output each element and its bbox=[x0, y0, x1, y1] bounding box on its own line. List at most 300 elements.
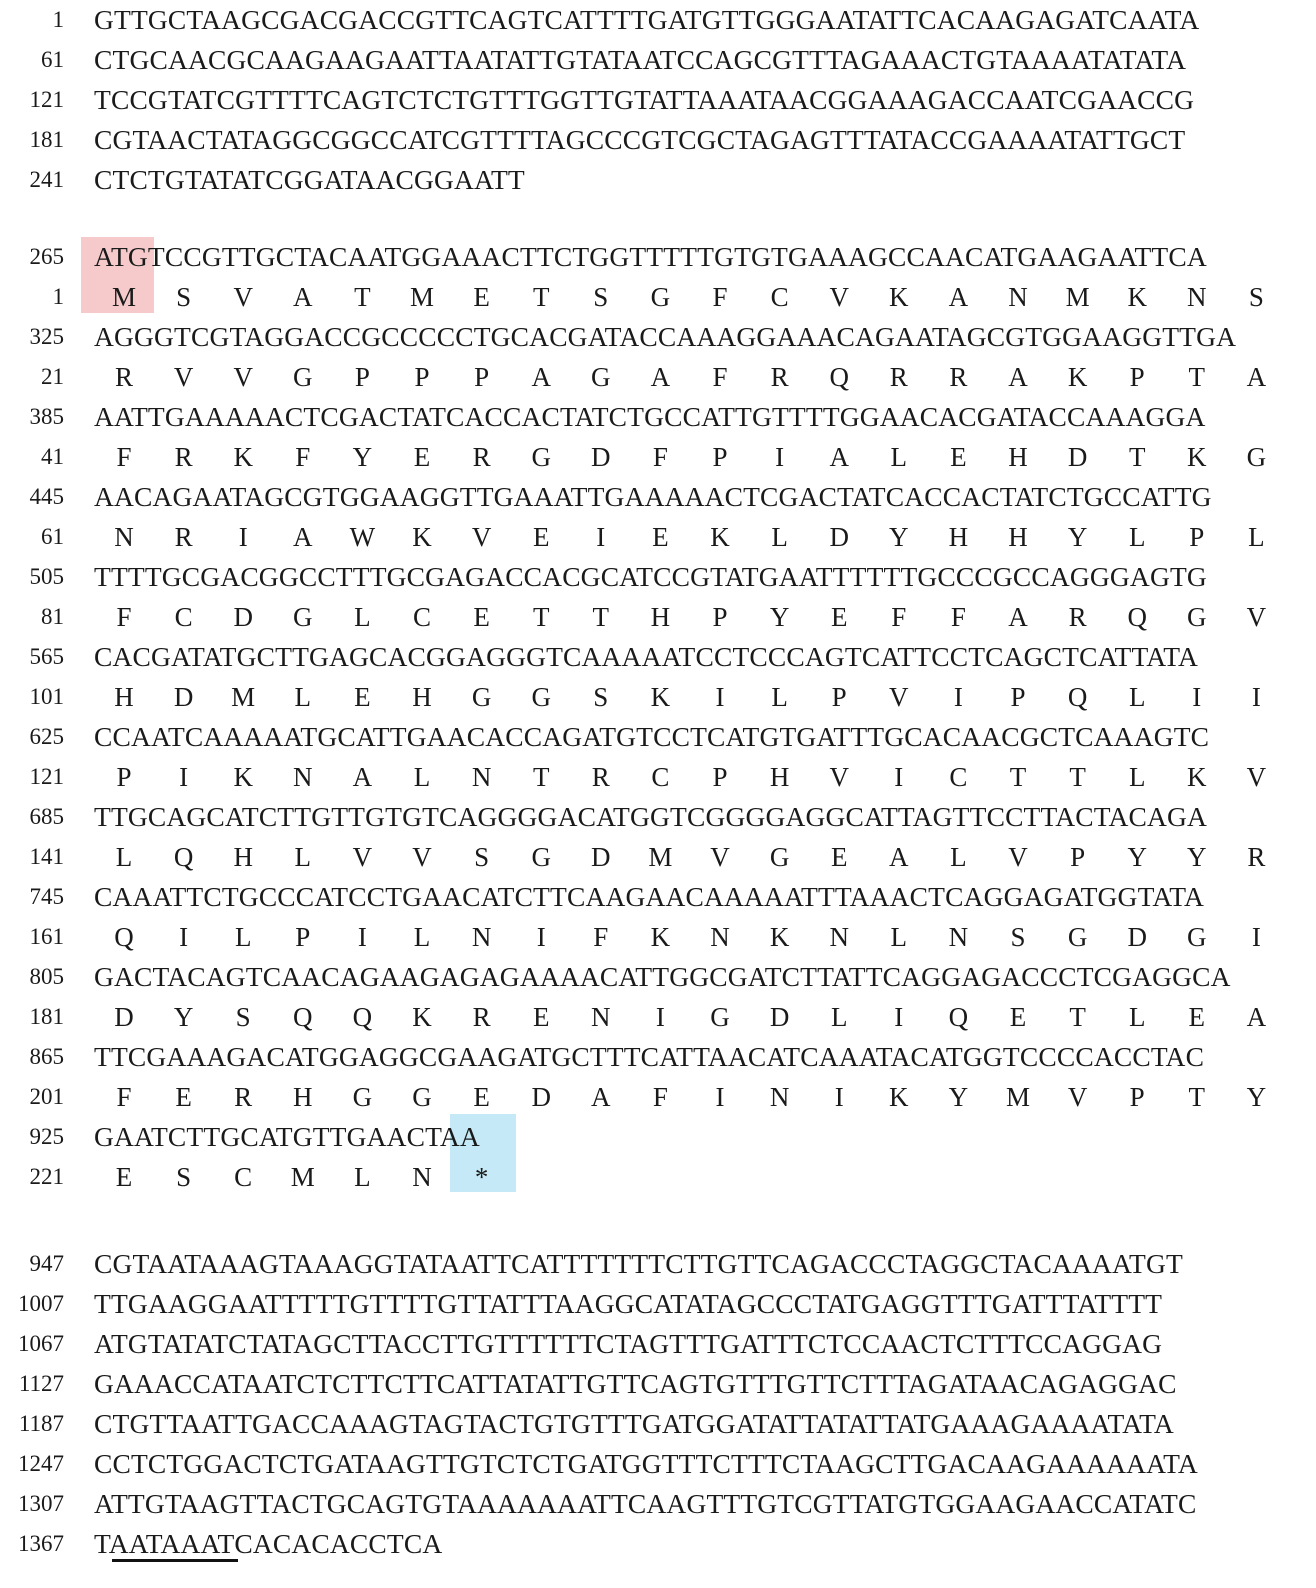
amino-acid: M bbox=[1065, 282, 1090, 312]
amino-acid: H bbox=[1008, 442, 1028, 472]
nucleotide-sequence: TTTTGCGACGGCCTTTGCGAGACCACGCATCCGTATGAATTTTTTGCCCGCCAGGGAGTG bbox=[94, 561, 1207, 592]
nucleotide-row bbox=[0, 477, 1316, 517]
amino-acid: I bbox=[655, 1002, 665, 1032]
amino-acid: V bbox=[233, 362, 253, 392]
amino-acid: Q bbox=[1127, 602, 1147, 632]
amino-acid: I bbox=[775, 442, 785, 472]
amino-acid-row bbox=[0, 357, 1316, 397]
amino-acid: V bbox=[710, 842, 730, 872]
amino-acid: A bbox=[829, 442, 849, 472]
amino-acid: V bbox=[412, 842, 432, 872]
amino-acid: F bbox=[652, 442, 668, 472]
line-number: 121 bbox=[29, 764, 64, 789]
amino-acid: G bbox=[531, 842, 551, 872]
nucleotide-sequence: AATTGAAAAACTCGACTATCACCACTATCTGCCATTGTTTTGGAACACGATACCAAAGGA bbox=[94, 401, 1206, 432]
line-number: 505 bbox=[29, 564, 64, 589]
amino-acid: C bbox=[770, 282, 789, 312]
amino-acid: V bbox=[1067, 1082, 1088, 1112]
amino-acid: E bbox=[1009, 1002, 1027, 1032]
amino-acid: H bbox=[114, 682, 134, 712]
downstream-row bbox=[0, 1404, 1316, 1444]
amino-acid: F bbox=[116, 442, 132, 472]
nucleotide-sequence: GAATCTTGCATGTTGAACTAA bbox=[94, 1121, 480, 1152]
amino-acid: S bbox=[176, 282, 192, 312]
amino-acid: R bbox=[114, 362, 133, 392]
amino-acid: D bbox=[829, 522, 849, 552]
amino-acid: R bbox=[472, 1002, 491, 1032]
amino-acid: T bbox=[1009, 762, 1027, 792]
amino-acid: G bbox=[531, 442, 551, 472]
amino-acid: A bbox=[889, 842, 909, 872]
amino-acid: I bbox=[715, 1082, 725, 1112]
amino-acid: V bbox=[352, 842, 373, 872]
amino-acid: G bbox=[1246, 442, 1267, 472]
amino-acid: L bbox=[1128, 682, 1146, 712]
upstream-row bbox=[0, 120, 1316, 160]
amino-acid: G bbox=[293, 602, 313, 632]
amino-acid: A bbox=[948, 282, 969, 312]
amino-acid: I bbox=[1192, 682, 1202, 712]
amino-acid: L bbox=[1128, 1002, 1146, 1032]
amino-acid: P bbox=[712, 762, 728, 792]
amino-acid: R bbox=[174, 442, 193, 472]
line-number: 1 bbox=[52, 284, 64, 309]
amino-acid: D bbox=[591, 842, 611, 872]
amino-acid: F bbox=[712, 362, 728, 392]
downstream-row bbox=[0, 1324, 1316, 1364]
amino-acid-row bbox=[0, 517, 1316, 557]
amino-acid: D bbox=[233, 602, 253, 632]
amino-acid: I bbox=[179, 922, 189, 952]
amino-acid-sequence bbox=[94, 917, 1294, 957]
amino-acid: M bbox=[111, 282, 136, 312]
amino-acid: Q bbox=[114, 922, 134, 952]
amino-acid: P bbox=[1129, 1082, 1145, 1112]
amino-acid: A bbox=[1008, 602, 1028, 632]
line-number: 625 bbox=[29, 724, 64, 749]
amino-acid: Y bbox=[173, 1002, 194, 1032]
amino-acid: Q bbox=[1067, 682, 1088, 712]
amino-acid: I bbox=[953, 682, 963, 712]
amino-acid: T bbox=[354, 282, 371, 312]
amino-acid: A bbox=[352, 762, 373, 792]
nucleotide-sequence: CAAATTCTGCCCATCCTGAACATCTTCAAGAACAAAAATTTAAACTCAGGAGATGGTATA bbox=[94, 881, 1205, 912]
line-number: 445 bbox=[29, 484, 64, 509]
amino-acid: C bbox=[412, 602, 431, 632]
amino-acid: V bbox=[471, 522, 492, 552]
nucleotide-sequence: ATGTATATCTATAGCTTACCTTGTTTTTTCTAGTTTGATTTCTCCAACTCTTTCCAGGAG bbox=[94, 1328, 1163, 1359]
amino-acid: Y bbox=[1246, 1082, 1267, 1112]
line-number: 61 bbox=[41, 47, 64, 72]
amino-acid: M bbox=[290, 1162, 315, 1192]
nucleotide-row bbox=[0, 317, 1316, 357]
nucleotide-sequence: ATGTCCGTTGCTACAATGGAAACTTCTGGTTTTTGTGTGAAAGCCAACATGAAGAATTCA bbox=[94, 241, 1207, 272]
amino-acid: Y bbox=[1067, 522, 1088, 552]
line-number: 121 bbox=[29, 87, 64, 112]
nucleotide-row bbox=[0, 877, 1316, 917]
amino-acid: K bbox=[650, 682, 671, 712]
amino-acid: R bbox=[472, 442, 491, 472]
amino-acid: L bbox=[950, 842, 967, 872]
amino-acid: P bbox=[712, 602, 728, 632]
amino-acid: D bbox=[591, 442, 611, 472]
amino-acid: S bbox=[176, 1162, 192, 1192]
amino-acid: T bbox=[532, 282, 550, 312]
amino-acid: A bbox=[650, 362, 671, 392]
upstream-row bbox=[0, 0, 1316, 40]
amino-acid: V bbox=[1246, 762, 1267, 792]
line-number: 181 bbox=[29, 127, 64, 152]
line-number: 81 bbox=[41, 604, 64, 629]
amino-acid: S bbox=[235, 1002, 251, 1032]
nucleotide-sequence: GTTGCTAAGCGACGACCGTTCAGTCATTTTGATGTTGGGAATATTCACAAGAGATCAATA bbox=[94, 4, 1200, 35]
nucleotide-sequence: CCTCTGGACTCTGATAAGTTGTCTCTGATGGTTTCTTTCTAAGCTTGACAAGAAAAAATA bbox=[94, 1448, 1198, 1479]
amino-acid-row bbox=[0, 1157, 1316, 1197]
amino-acid-row bbox=[0, 997, 1316, 1037]
line-number: 161 bbox=[29, 924, 64, 949]
amino-acid: A bbox=[293, 522, 313, 552]
amino-acid-sequence bbox=[94, 677, 1294, 717]
line-number: 1127 bbox=[18, 1371, 64, 1396]
amino-acid-sequence bbox=[94, 597, 1294, 637]
amino-acid-row bbox=[0, 677, 1316, 717]
amino-acid: H bbox=[293, 1082, 313, 1112]
amino-acid-row bbox=[0, 837, 1316, 877]
amino-acid: T bbox=[532, 762, 550, 792]
amino-acid: K bbox=[889, 1082, 909, 1112]
amino-acid: E bbox=[354, 682, 371, 712]
amino-acid: G bbox=[471, 682, 492, 712]
amino-acid: Y bbox=[769, 602, 790, 632]
amino-acid: L bbox=[1128, 762, 1146, 792]
amino-acid: R bbox=[234, 1082, 253, 1112]
nucleotide-row bbox=[0, 637, 1316, 677]
amino-acid: K bbox=[412, 1002, 432, 1032]
amino-acid: K bbox=[1127, 282, 1147, 312]
amino-acid: I bbox=[536, 922, 546, 952]
amino-acid: D bbox=[1127, 922, 1147, 952]
amino-acid: N bbox=[829, 922, 849, 952]
amino-acid: F bbox=[295, 442, 311, 472]
amino-acid: D bbox=[173, 682, 194, 712]
amino-acid: Q bbox=[293, 1002, 313, 1032]
line-number: 1067 bbox=[18, 1331, 64, 1356]
amino-acid: G bbox=[1187, 602, 1207, 632]
amino-acid: V bbox=[829, 282, 849, 312]
amino-acid: P bbox=[116, 762, 132, 792]
amino-acid: F bbox=[891, 602, 907, 632]
amino-acid: P bbox=[1010, 682, 1026, 712]
amino-acid: K bbox=[650, 922, 671, 952]
amino-acid: Q bbox=[173, 842, 194, 872]
amino-acid: R bbox=[591, 762, 610, 792]
amino-acid: L bbox=[771, 522, 788, 552]
amino-acid: I bbox=[179, 762, 189, 792]
amino-acid: N bbox=[769, 1082, 790, 1112]
amino-acid: R bbox=[949, 362, 968, 392]
amino-acid: E bbox=[532, 1002, 550, 1032]
amino-acid: F bbox=[950, 602, 966, 632]
nucleotide-sequence: CCAATCAAAAATGCATTGAACACCAGATGTCCTCATGTGATTTGCACAACGCTCAAAGTC bbox=[94, 721, 1210, 752]
amino-acid: S bbox=[593, 282, 609, 312]
nucleotide-sequence: ATTGTAAGTTACTGCAGTGTAAAAAAATTCAAGTTTGTCGTTATGTGGAAGAACCATATC bbox=[94, 1488, 1197, 1519]
amino-acid: K bbox=[233, 442, 253, 472]
amino-acid-sequence bbox=[94, 437, 1294, 477]
amino-acid: Q bbox=[352, 1002, 373, 1032]
amino-acid: G bbox=[769, 842, 790, 872]
amino-acid: Q bbox=[948, 1002, 969, 1032]
amino-acid: S bbox=[593, 682, 609, 712]
downstream-row bbox=[0, 1364, 1316, 1404]
amino-acid: P bbox=[354, 362, 370, 392]
amino-acid: L bbox=[413, 762, 431, 792]
nucleotide-row bbox=[0, 237, 1316, 277]
amino-acid: P bbox=[1070, 842, 1086, 872]
line-number: 141 bbox=[29, 844, 64, 869]
amino-acid: T bbox=[532, 602, 550, 632]
amino-acid: R bbox=[1068, 602, 1087, 632]
amino-acid: G bbox=[1067, 922, 1088, 952]
amino-acid: E bbox=[950, 442, 967, 472]
amino-acid: R bbox=[1247, 842, 1266, 872]
amino-acid: E bbox=[532, 522, 550, 552]
amino-acid: E bbox=[175, 1082, 192, 1112]
nucleotide-sequence: AGGGTCGTAGGACCGCCCCCTGCACGATACCAAAGGAAACAGAATAGCGTGGAAGGTTGA bbox=[94, 321, 1237, 352]
amino-acid: L bbox=[354, 602, 371, 632]
amino-acid: Y bbox=[352, 442, 373, 472]
amino-acid: N bbox=[293, 762, 313, 792]
amino-acid: G bbox=[1187, 922, 1207, 952]
amino-acid: S bbox=[474, 842, 490, 872]
amino-acid: G bbox=[591, 362, 611, 392]
nucleotide-sequence: TCCGTATCGTTTTCAGTCTCTGTTTGGTTGTATTAAATAACGGAAAGACCAATCGAACCG bbox=[94, 84, 1195, 115]
nucleotide-sequence: TTGAAGGAATTTTTGTTTTGTTATTTAAGGCATATAGCCCTATGAGGTTTGATTTATTTT bbox=[94, 1288, 1163, 1319]
amino-acid: C bbox=[234, 1162, 253, 1192]
amino-acid: E bbox=[473, 1082, 490, 1112]
amino-acid: E bbox=[830, 602, 848, 632]
amino-acid: R bbox=[174, 522, 193, 552]
amino-acid: G bbox=[352, 1082, 373, 1112]
line-number: 101 bbox=[29, 684, 64, 709]
amino-acid: S bbox=[1248, 282, 1264, 312]
amino-acid: L bbox=[354, 1162, 371, 1192]
amino-acid: A bbox=[1246, 1002, 1267, 1032]
amino-acid: I bbox=[357, 922, 367, 952]
amino-acid: V bbox=[1246, 602, 1267, 632]
amino-acid: T bbox=[1128, 442, 1146, 472]
amino-acid: C bbox=[949, 762, 968, 792]
amino-acid: G bbox=[710, 1002, 730, 1032]
amino-acid: L bbox=[115, 842, 133, 872]
amino-acid: V bbox=[233, 282, 253, 312]
amino-acid: L bbox=[294, 682, 312, 712]
amino-acid: K bbox=[769, 922, 790, 952]
amino-acid: V bbox=[889, 682, 909, 712]
line-number: 1 bbox=[52, 7, 64, 32]
amino-acid: P bbox=[474, 362, 490, 392]
amino-acid: A bbox=[1008, 362, 1028, 392]
amino-acid: D bbox=[769, 1002, 790, 1032]
nucleotide-row bbox=[0, 797, 1316, 837]
amino-acid-row bbox=[0, 597, 1316, 637]
amino-acid: L bbox=[234, 922, 252, 952]
nucleotide-sequence: AACAGAATAGCGTGGAAGGTTGAAATTGAAAAACTCGACTATCACCACTATCTGCCATTG bbox=[94, 481, 1212, 512]
amino-acid: L bbox=[1248, 522, 1265, 552]
amino-acid-row bbox=[0, 917, 1316, 957]
amino-acid: K bbox=[1067, 362, 1088, 392]
amino-acid: E bbox=[413, 442, 431, 472]
amino-acid: V bbox=[829, 762, 849, 792]
amino-acid: D bbox=[1067, 442, 1088, 472]
amino-acid: K bbox=[412, 522, 432, 552]
amino-acid: G bbox=[293, 362, 313, 392]
amino-acid: F bbox=[116, 1082, 132, 1112]
nucleotide-sequence: GACTACAGTCAACAGAAGAGAGAAAACATTGGCGATCTTATTCAGGAGACCCTCGAGGCA bbox=[94, 961, 1231, 992]
amino-acid: H bbox=[948, 522, 969, 552]
amino-acid: N bbox=[1187, 282, 1207, 312]
amino-acid: P bbox=[1129, 362, 1145, 392]
amino-acid: L bbox=[413, 922, 431, 952]
line-number: 745 bbox=[29, 884, 64, 909]
downstream-row bbox=[0, 1244, 1316, 1284]
amino-acid: G bbox=[412, 1082, 432, 1112]
nucleotide-sequence: TAATAAATCACACACCTCA bbox=[94, 1528, 443, 1559]
amino-acid: N bbox=[948, 922, 969, 952]
amino-acid: E bbox=[473, 602, 490, 632]
amino-acid: T bbox=[592, 602, 610, 632]
amino-acid: L bbox=[830, 1002, 848, 1032]
amino-acid: L bbox=[771, 682, 788, 712]
amino-acid: T bbox=[1069, 762, 1086, 792]
amino-acid: F bbox=[712, 282, 728, 312]
amino-acid-sequence bbox=[94, 277, 1294, 317]
amino-acid: A bbox=[531, 362, 551, 392]
nucleotide-row bbox=[0, 1037, 1316, 1077]
amino-acid: Y bbox=[889, 522, 909, 552]
amino-acid: C bbox=[651, 762, 670, 792]
nucleotide-row bbox=[0, 1117, 1316, 1157]
amino-acid: L bbox=[1128, 522, 1146, 552]
downstream-row bbox=[0, 1444, 1316, 1484]
amino-acid: M bbox=[1005, 1082, 1030, 1112]
amino-acid: N bbox=[471, 762, 492, 792]
amino-acid: I bbox=[1251, 682, 1261, 712]
amino-acid: P bbox=[295, 922, 311, 952]
nucleotide-row bbox=[0, 557, 1316, 597]
nucleotide-sequence: CTGCAACGCAAGAAGAATTAATATTGTATAATCCAGCGTTTAGAAACTGTAAAATATATA bbox=[94, 44, 1187, 75]
line-number: 61 bbox=[41, 524, 64, 549]
amino-acid: N bbox=[591, 1002, 611, 1032]
amino-acid: I bbox=[596, 522, 606, 552]
amino-acid-sequence bbox=[94, 837, 1294, 877]
amino-acid: E bbox=[1188, 1002, 1206, 1032]
line-number: 805 bbox=[29, 964, 64, 989]
upstream-row bbox=[0, 80, 1316, 120]
amino-acid: H bbox=[650, 602, 671, 632]
amino-acid: D bbox=[114, 1002, 134, 1032]
amino-acid: F bbox=[652, 1082, 668, 1112]
line-number: 1007 bbox=[18, 1291, 64, 1316]
amino-acid: F bbox=[593, 922, 609, 952]
amino-acid: H bbox=[1008, 522, 1028, 552]
amino-acid: N bbox=[1008, 282, 1028, 312]
nucleotide-sequence: TTCGAAAGACATGGAGGCGAAGATGCTTTCATTAACATCAAATACATGGTCCCCACCTAC bbox=[94, 1041, 1205, 1072]
amino-acid: L bbox=[294, 842, 312, 872]
nucleotide-sequence: CACGATATGCTTGAGCACGGAGGGTCAAAAATCCTCCCAGTCATTCCTCAGCTCATTATA bbox=[94, 641, 1198, 672]
nucleotide-row bbox=[0, 957, 1316, 997]
amino-acid: K bbox=[710, 522, 730, 552]
line-number: 1247 bbox=[18, 1451, 64, 1476]
line-number: 21 bbox=[41, 364, 64, 389]
amino-acid: C bbox=[174, 602, 193, 632]
amino-acid: G bbox=[650, 282, 671, 312]
amino-acid: P bbox=[712, 442, 728, 472]
line-number: 865 bbox=[29, 1044, 64, 1069]
nucleotide-sequence: GAAACCATAATCTCTTCTTCATTATATTGTTCAGTGTTTGTTCTTTAGATAACAGAGGAC bbox=[94, 1368, 1177, 1399]
amino-acid: E bbox=[652, 522, 669, 552]
amino-acid: R bbox=[889, 362, 908, 392]
amino-acid: K bbox=[1187, 762, 1207, 792]
amino-acid: F bbox=[116, 602, 132, 632]
amino-acid: L bbox=[890, 922, 908, 952]
downstream-row bbox=[0, 1524, 1316, 1564]
amino-acid-sequence bbox=[94, 1077, 1294, 1117]
amino-acid: Q bbox=[829, 362, 849, 392]
line-number: 385 bbox=[29, 404, 64, 429]
line-number: 201 bbox=[29, 1084, 64, 1109]
amino-acid: * bbox=[474, 1162, 489, 1192]
line-number: 947 bbox=[29, 1251, 64, 1276]
amino-acid: I bbox=[715, 682, 725, 712]
nucleotide-sequence: CTCTGTATATCGGATAACGGAATT bbox=[94, 164, 525, 195]
upstream-row bbox=[0, 160, 1316, 200]
amino-acid: H bbox=[769, 762, 790, 792]
amino-acid: T bbox=[1188, 1082, 1206, 1112]
amino-acid: A bbox=[591, 1082, 611, 1112]
amino-acid: Y bbox=[1127, 842, 1147, 872]
nucleotide-row bbox=[0, 397, 1316, 437]
amino-acid: N bbox=[412, 1162, 432, 1192]
upstream-row bbox=[0, 40, 1316, 80]
amino-acid: H bbox=[233, 842, 253, 872]
downstream-row bbox=[0, 1284, 1316, 1324]
amino-acid: M bbox=[231, 682, 256, 712]
amino-acid: N bbox=[114, 522, 134, 552]
amino-acid: P bbox=[831, 682, 847, 712]
amino-acid-row bbox=[0, 757, 1316, 797]
nucleotide-sequence: TTGCAGCATCTTGTTGTGTCAGGGGACATGGTCGGGGAGGCATTAGTTCCTTACTACAGA bbox=[94, 801, 1208, 832]
downstream-row bbox=[0, 1484, 1316, 1524]
amino-acid: M bbox=[648, 842, 673, 872]
line-number: 925 bbox=[29, 1124, 64, 1149]
line-number: 565 bbox=[29, 644, 64, 669]
line-number: 241 bbox=[29, 167, 64, 192]
amino-acid: M bbox=[409, 282, 434, 312]
amino-acid: D bbox=[531, 1082, 551, 1112]
amino-acid: N bbox=[710, 922, 730, 952]
line-number: 181 bbox=[29, 1004, 64, 1029]
nucleotide-sequence: CGTAATAAAGTAAAGGTATAATTCATTTTTTTCTTGTTCAGACCCTAGGCTACAAAATGT bbox=[94, 1248, 1183, 1279]
amino-acid: K bbox=[233, 762, 253, 792]
amino-acid: I bbox=[1251, 922, 1261, 952]
amino-acid: Y bbox=[1187, 842, 1207, 872]
amino-acid: E bbox=[830, 842, 848, 872]
line-number: 685 bbox=[29, 804, 64, 829]
amino-acid: I bbox=[894, 762, 904, 792]
amino-acid: W bbox=[349, 522, 376, 552]
amino-acid: T bbox=[1069, 1002, 1086, 1032]
amino-acid-sequence bbox=[94, 357, 1294, 397]
